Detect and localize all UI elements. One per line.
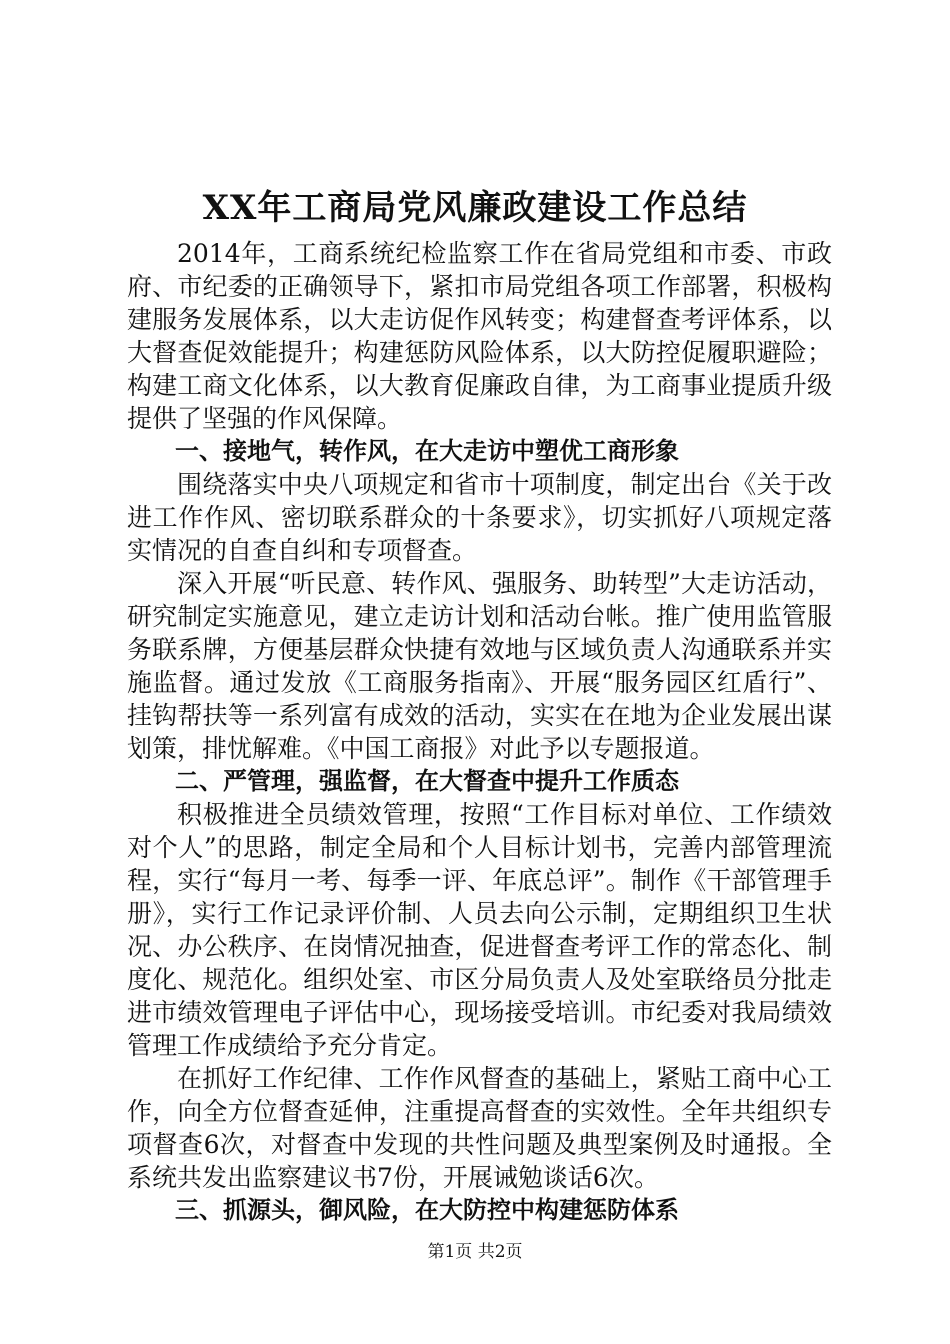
section-heading-2: 二、严管理，强监督，在大督查中提升工作质态: [175, 767, 679, 795]
section-2-paragraph-1: 积极推进全员绩效管理，按照“工作目标对单位、工作绩效对个人”的思路，制定全局和个人目标计划书，完善内部管理流程，实行“每月一考、每季一评、年底总评”。制作《干部管理手册》，实行工作记录评价制、人员去向公示制，定期组织卫生状况、办公秩序、在岗情况抽查，促进督查考评工作的常态化、制度化、规范化。组织处室、市区分局负责人及处室联络员分批走进市绩效管理电子评估中心，现场接受培训。市纪委对我局绩效管理工作成绩给予充分肯定。: [127, 800, 832, 1060]
section-1-paragraph-1: 围绕落实中央八项规定和省市十项制度，制定出台《关于改进工作作风、密切联系群众的十条要求》，切实抓好八项规定落实情况的自查自纠和专项督查。: [127, 470, 832, 565]
page-footer: 第1页 共2页: [427, 1242, 523, 1262]
section-1-paragraph-2: 深入开展“听民意、转作风、强服务、助转型”大走访活动，研究制定实施意见，建立走访计划和活动台帐。推广使用监管服务联系牌，方便基层群众快捷有效地与区域负责人沟通联系并实施监督。通过发放《工商服务指南》、开展“服务园区红盾行”、挂钩帮扶等一系列富有成效的活动，实实在在地为企业发展出谋划策，排忧解难。《中国工商报》对此予以专题报道。: [127, 569, 832, 763]
section-heading-1: 一、接地气，转作风，在大走访中塑优工商形象: [175, 437, 679, 465]
document-title: XX年工商局党风廉政建设工作总结: [202, 188, 748, 228]
section-2-paragraph-2: 在抓好工作纪律、工作作风督查的基础上，紧贴工商中心工作，向全方位督查延伸，注重提高督查的实效性。全年共组织专项督查6次，对督查中发现的共性问题及典型案例及时通报。全系统共发出监察建议书7份，开展诫勉谈话6次。: [127, 1064, 832, 1192]
document-body: [127, 237, 832, 1227]
section-heading-3: 三、抓源头，御风险，在大防控中构建惩防体系: [175, 1196, 679, 1224]
intro-paragraph: 2014年，工商系统纪检监察工作在省局党组和市委、市政府、市纪委的正确领导下，紧扣市局党组各项工作部署，积极构建服务发展体系，以大走访促作风转变；构建督查考评体系，以大督查促效能提升；构建惩防风险体系，以大防控促履职避险；构建工商文化体系，以大教育促廉政自律，为工商事业提质升级提供了坚强的作风保障。: [127, 239, 832, 433]
